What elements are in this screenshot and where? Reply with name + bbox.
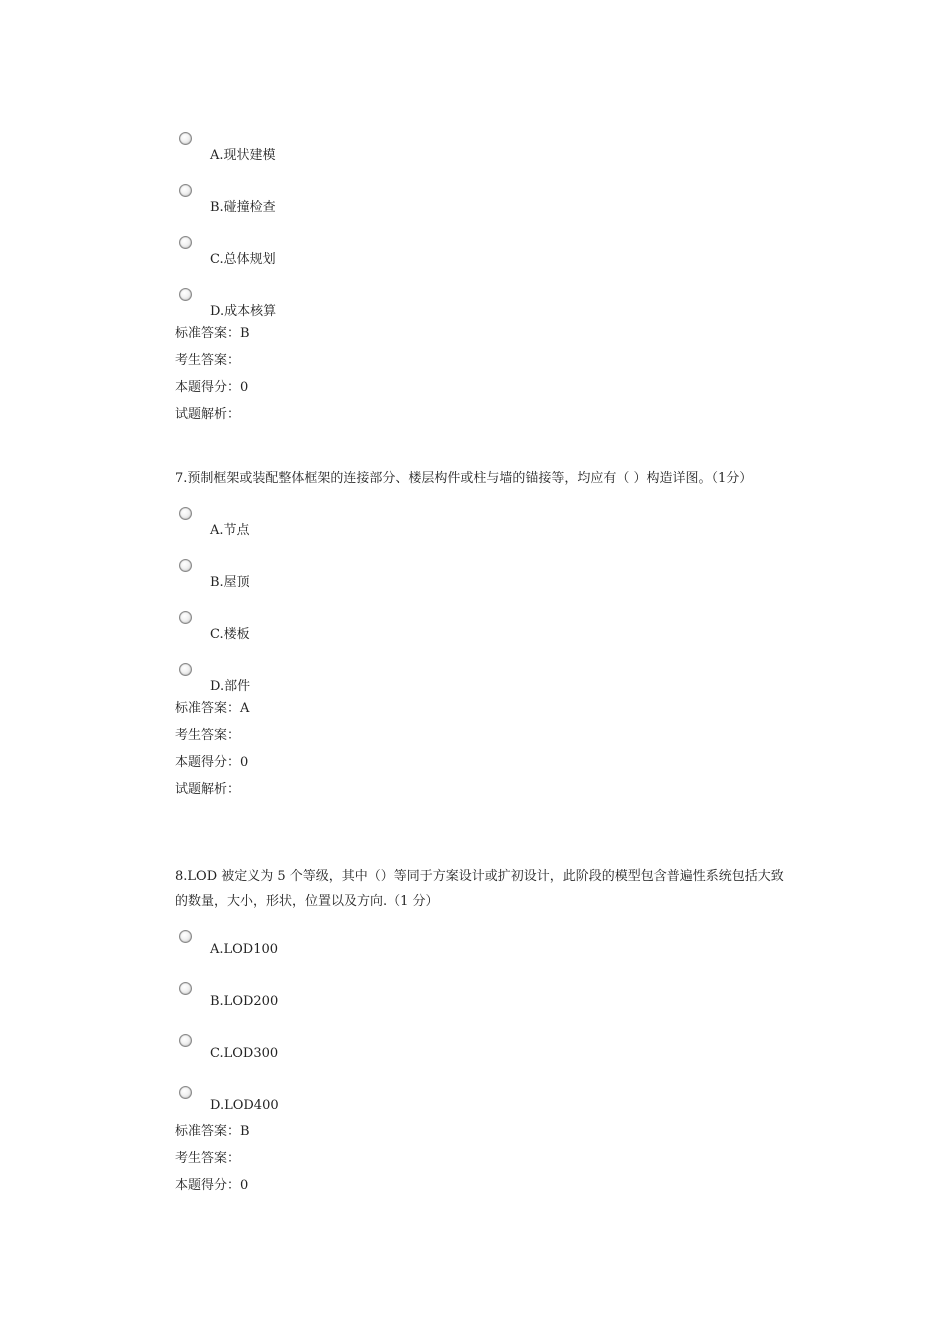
- question-7: [175, 466, 795, 803]
- question-6: [175, 132, 795, 428]
- student-answer: 考生答案：: [175, 353, 241, 368]
- option-label: A.现状建模: [210, 148, 276, 163]
- radio-button-icon[interactable]: [179, 236, 192, 249]
- question-score: 本题得分：0: [175, 380, 249, 395]
- option-label: B.碰撞检查: [210, 200, 276, 215]
- option-label: A.节点: [210, 523, 250, 538]
- option-c[interactable]: [175, 236, 795, 288]
- radio-button-icon[interactable]: [179, 1034, 192, 1047]
- student-answer: 考生答案：: [175, 1151, 241, 1166]
- option-label: C.LOD300: [210, 1046, 279, 1061]
- radio-button-icon[interactable]: [179, 184, 192, 197]
- option-label: C.总体规划: [210, 252, 276, 267]
- option-d[interactable]: [175, 663, 795, 695]
- option-label: B.LOD200: [210, 994, 279, 1009]
- radio-button-icon[interactable]: [179, 288, 192, 301]
- standard-answer: 标准答案：A: [175, 701, 250, 716]
- question-score: 本题得分：0: [175, 755, 249, 770]
- option-label: D.部件: [210, 679, 251, 694]
- option-label: C.楼板: [210, 627, 250, 642]
- question-text: 7.预制框架或装配整体框架的连接部分、楼层构件或柱与墙的锚接等，均应有（ ）构造详图。（1分）: [175, 471, 753, 486]
- question-8: [175, 864, 795, 1199]
- standard-answer: 标准答案：B: [175, 326, 250, 341]
- radio-button-icon[interactable]: [179, 1086, 192, 1099]
- option-label: B.屋顶: [210, 575, 250, 590]
- option-b[interactable]: [175, 184, 795, 236]
- option-b[interactable]: [175, 559, 795, 611]
- option-label: A.LOD100: [210, 942, 279, 957]
- option-label: D.LOD400: [210, 1098, 279, 1113]
- student-answer: 考生答案：: [175, 728, 241, 743]
- radio-button-icon[interactable]: [179, 982, 192, 995]
- question-score: 本题得分：0: [175, 1178, 249, 1193]
- option-c[interactable]: [175, 611, 795, 663]
- option-a[interactable]: [175, 507, 795, 559]
- option-b[interactable]: [175, 982, 795, 1034]
- radio-button-icon[interactable]: [179, 663, 192, 676]
- option-a[interactable]: [175, 132, 795, 184]
- radio-button-icon[interactable]: [179, 930, 192, 943]
- option-a[interactable]: [175, 930, 795, 982]
- radio-button-icon[interactable]: [179, 611, 192, 624]
- radio-button-icon[interactable]: [179, 132, 192, 145]
- question-analysis: 试题解析：: [175, 407, 241, 422]
- option-d[interactable]: [175, 1086, 795, 1118]
- option-d[interactable]: [175, 288, 795, 320]
- radio-button-icon[interactable]: [179, 507, 192, 520]
- option-c[interactable]: [175, 1034, 795, 1086]
- standard-answer: 标准答案：B: [175, 1124, 250, 1139]
- question-text: 8.LOD 被定义为 5 个等级，其中（）等同于方案设计或扩初设计，此阶段的模型包含普遍性系统包括大致的数量，大小，形状，位置以及方向.（1 分）: [175, 869, 784, 909]
- radio-button-icon[interactable]: [179, 559, 192, 572]
- option-label: D.成本核算: [210, 304, 277, 319]
- question-analysis: 试题解析：: [175, 782, 241, 797]
